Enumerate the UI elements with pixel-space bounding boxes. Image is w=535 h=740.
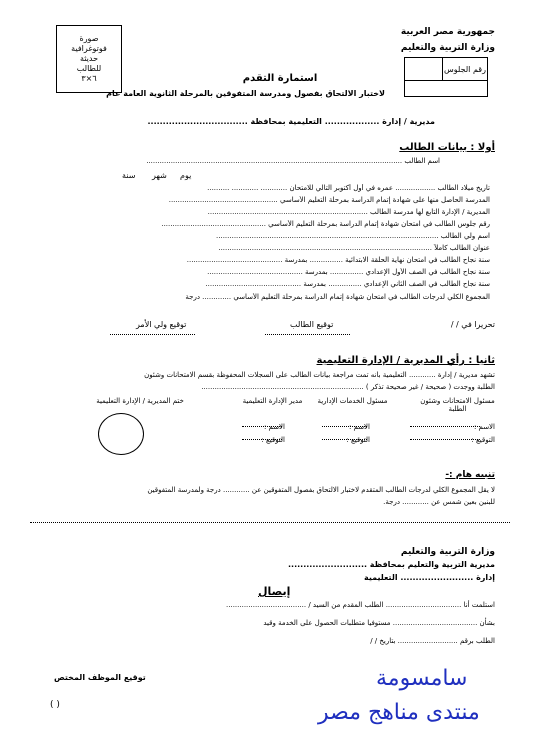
services-officer-sign[interactable]: التوقيع : xyxy=(346,436,370,444)
stamp-circle xyxy=(98,413,144,455)
guardian-name-line[interactable]: اسم ولي الطالب .................................................................................................... xyxy=(216,232,490,240)
guardian-signature-label: توقيع ولي الأمر xyxy=(136,320,187,329)
admin-director-sign-field[interactable] xyxy=(242,439,282,440)
photo-box xyxy=(56,25,122,93)
employee-signature-label: توقيع الموظف المختص xyxy=(54,673,146,682)
services-officer-name-field[interactable] xyxy=(322,426,367,427)
admin-director-name[interactable]: الاسم : xyxy=(263,423,285,431)
photo-label-1: صورة xyxy=(79,34,99,43)
directorate-school-line[interactable]: المديرية / الإدارة التابع لها مدرسة الطالب ........................................................................ xyxy=(207,208,490,216)
notice-line-2: للبنين بعين شمس عن ............ درجة. xyxy=(383,498,495,506)
receipt-line-2[interactable]: بشأن ...................................... مستوفيا متطلبات الحصول على الخدمة وقيد xyxy=(263,619,495,627)
verification-line[interactable]: الطلبة ووجدت ( صحيحة / غير صحيحة تذكر ) ......................................................................... xyxy=(201,383,495,391)
services-officer-title: مسئول الخدمات الإدارية xyxy=(317,397,388,405)
admin-director-title: مدير الإدارة التعليمية xyxy=(242,397,303,405)
primary-success-line[interactable]: سنة نجاح الطالب في امتحان نهاية الحلقة الابتدائية ............... بمدرسة ........................................... xyxy=(186,256,490,264)
notice-line-1: لا يقل المجموع الكلي لدرجات الطالب المتقدم لاختبار الالتحاق بفصول المتفوقين عن ............ درجة ولمدرسة المتفوقين xyxy=(147,486,495,494)
photo-label-3: حديثة xyxy=(79,54,99,63)
watermark-line-1: سامسومة xyxy=(376,666,468,691)
seat-number-line[interactable]: رقم جلوس الطالب في امتحان شهادة إتمام الدراسة بمرحلة التعليم الأساسي ............................................... xyxy=(161,220,490,228)
directorate-certify-line: تشهد مديرية / إدارة ............ التعليمية بأنه تمت مراجعة بيانات الطالب على السجلات المحفوظة بقسم الامتحانات وشئون xyxy=(144,371,495,379)
exams-officer-sign-field[interactable] xyxy=(410,439,480,440)
watermark-line-2: منتدى مناهج مصر xyxy=(318,700,480,725)
guardian-signature-field[interactable] xyxy=(110,334,195,335)
date-col-day: يوم xyxy=(180,171,192,180)
directorate-line[interactable]: مديرية / إدارة .................. التعليمية بمحافظة ................................. xyxy=(147,117,435,126)
stamp-title: ختم المديرية / الإدارة التعليمية xyxy=(96,397,184,405)
employee-signature-field[interactable]: ( ) xyxy=(50,700,60,710)
date-col-month: شهر xyxy=(152,171,167,180)
notice-heading: تنبيه هام :- xyxy=(445,470,495,480)
cut-line xyxy=(30,522,510,523)
receipt-admin[interactable]: إدارة ........................ التعليمية xyxy=(364,573,495,582)
admin-director-name-field[interactable] xyxy=(242,426,282,427)
grade2-prep-line[interactable]: سنة نجاح الطالب في الصف الثاني الإعدادي ............... بمدرسة ........................................... xyxy=(205,280,490,288)
services-officer-name[interactable]: الاسم : xyxy=(348,423,370,431)
address-line[interactable]: عنوان الطالب كاملاً ................................................................................................ xyxy=(218,244,490,252)
admin-director-sign[interactable]: التوقيع : xyxy=(261,436,285,444)
form-subtitle: لاختبار الالتحاق بفصول ومدرسة المتفوقين بالمرحلة الثانوية العامة عام xyxy=(106,89,385,98)
photo-label-2: فوتوغرافية xyxy=(71,44,107,53)
seat-number-box[interactable] xyxy=(404,57,488,97)
exams-officer-sign[interactable]: التوقيع : xyxy=(471,436,495,444)
school-line[interactable]: المدرسة الحاصل منها على شهادة إتمام الدراسة بمرحلة التعليم الأساسي ................................................. xyxy=(168,196,490,204)
birth-date-line[interactable]: تاريخ ميلاد الطالب .................. عمره في أول أكتوبر التالي للامتحان ............ ............ .......... xyxy=(207,184,490,192)
student-signature-field[interactable] xyxy=(265,334,350,335)
exams-officer-name[interactable]: الاسم : xyxy=(473,423,495,431)
exams-officer-name-field[interactable] xyxy=(410,426,480,427)
photo-label-5: ٦×٣ xyxy=(81,74,97,83)
date-written-line[interactable]: تحريرا في / / xyxy=(450,320,495,329)
student-name-line[interactable]: اسم الطالب ................................................................................................................... xyxy=(146,157,440,165)
ministry-name: وزارة التربية والتعليم xyxy=(400,43,495,53)
grade1-prep-line[interactable]: سنة نجاح الطالب في الصف الأول الإعدادي ............... بمدرسة ........................................... xyxy=(207,268,490,276)
photo-label-4: للطالب xyxy=(76,64,102,73)
receipt-line-1[interactable]: استلمت أنا .................................. الطلب المقدم من السيد / .................................... xyxy=(226,601,495,609)
receipt-ministry: وزارة التربية والتعليم xyxy=(400,547,495,557)
date-col-year: سنة xyxy=(122,171,136,180)
student-signature-label: توقيع الطالب xyxy=(290,320,334,329)
seat-number-label: رقم الجلوس xyxy=(442,58,487,80)
section-1-heading: أولا : بيانات الطالب xyxy=(399,142,495,153)
section-2-heading: ثانيا : رأي المديرية / الإدارة التعليمية xyxy=(316,355,495,366)
receipt-line-3[interactable]: الطلب برقم ........................... بتاريخ / / xyxy=(370,637,495,645)
services-officer-sign-field[interactable] xyxy=(322,439,367,440)
receipt-directorate[interactable]: مديرية التربية والتعليم بمحافظة .......................... xyxy=(288,560,495,569)
form-title: استمارة التقدم xyxy=(242,73,318,84)
exams-officer-title: مسئول الامتحانات وشئون الطلبة xyxy=(420,397,495,413)
country-name: جمهورية مصر العربية xyxy=(400,27,495,37)
receipt-title: إيصال xyxy=(258,585,291,598)
total-grades-line[interactable]: المجموع الكلي لدرجات الطالب في امتحان شهادة إتمام الدراسة بمرحلة التعليم الأساسي ............. درجة xyxy=(185,293,490,301)
